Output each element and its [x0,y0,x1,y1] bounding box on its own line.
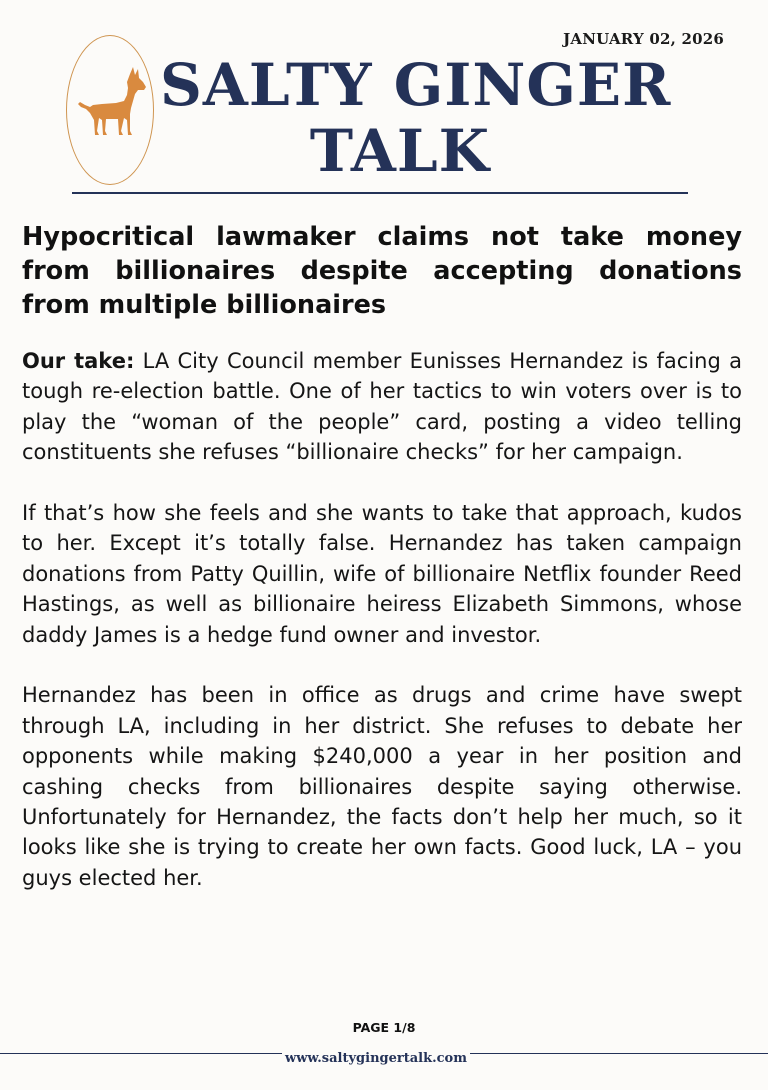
paragraph-1-text: LA City Council member Eunisses Hernandez is facing a tough re-election battle. One of her tactics to win voters over is to play the “woman of the people” card, posting a video telling constituents she refuses “billionaire checks” for her campaign. [22,349,742,465]
masthead-line-2: TALK [309,117,491,185]
footer-divider-right [470,1053,768,1054]
website-link[interactable]: www.saltygingertalk.com [285,1051,467,1066]
brand-logo [66,35,154,185]
page-number: PAGE 1/8 [352,1020,416,1035]
lead-label: Our take: [22,349,135,373]
masthead-divider [72,192,688,194]
dog-logo-icon [72,65,148,155]
site-masthead [160,51,672,185]
article-paragraph-1 [22,346,742,468]
article-headline: Hypocritical lawmaker claims not take money from billionaires despite accepting donations from multiple billionaires [22,222,742,320]
article-paragraph-3: Hernandez has been in office as drugs and crime have swept through LA, including in her district. She refuses to debate her opponents while making $240,000 a year in her position and cashing checks from billionaires despite saying otherwise. Unfortunately for Hernandez, the facts don’t help her much, so it looks like she is trying to create her own facts. Good luck, LA – you guys elected her. [22,683,742,890]
footer-divider-left [0,1053,282,1054]
masthead-line-1: SALTY GINGER [160,51,672,119]
issue-date: JANUARY 02, 2026 [563,30,724,48]
article-paragraph-2: If that’s how she feels and she wants to take that approach, kudos to her. Except it’s totally false. Hernandez has taken campaign donations from Patty Quillin, wife of billionaire Netflix founder Reed Hastings, as well as billionaire heiress Elizabeth Simmons, whose daddy James is a hedge fund owner and investor. [22,501,742,647]
article-body [22,346,742,924]
